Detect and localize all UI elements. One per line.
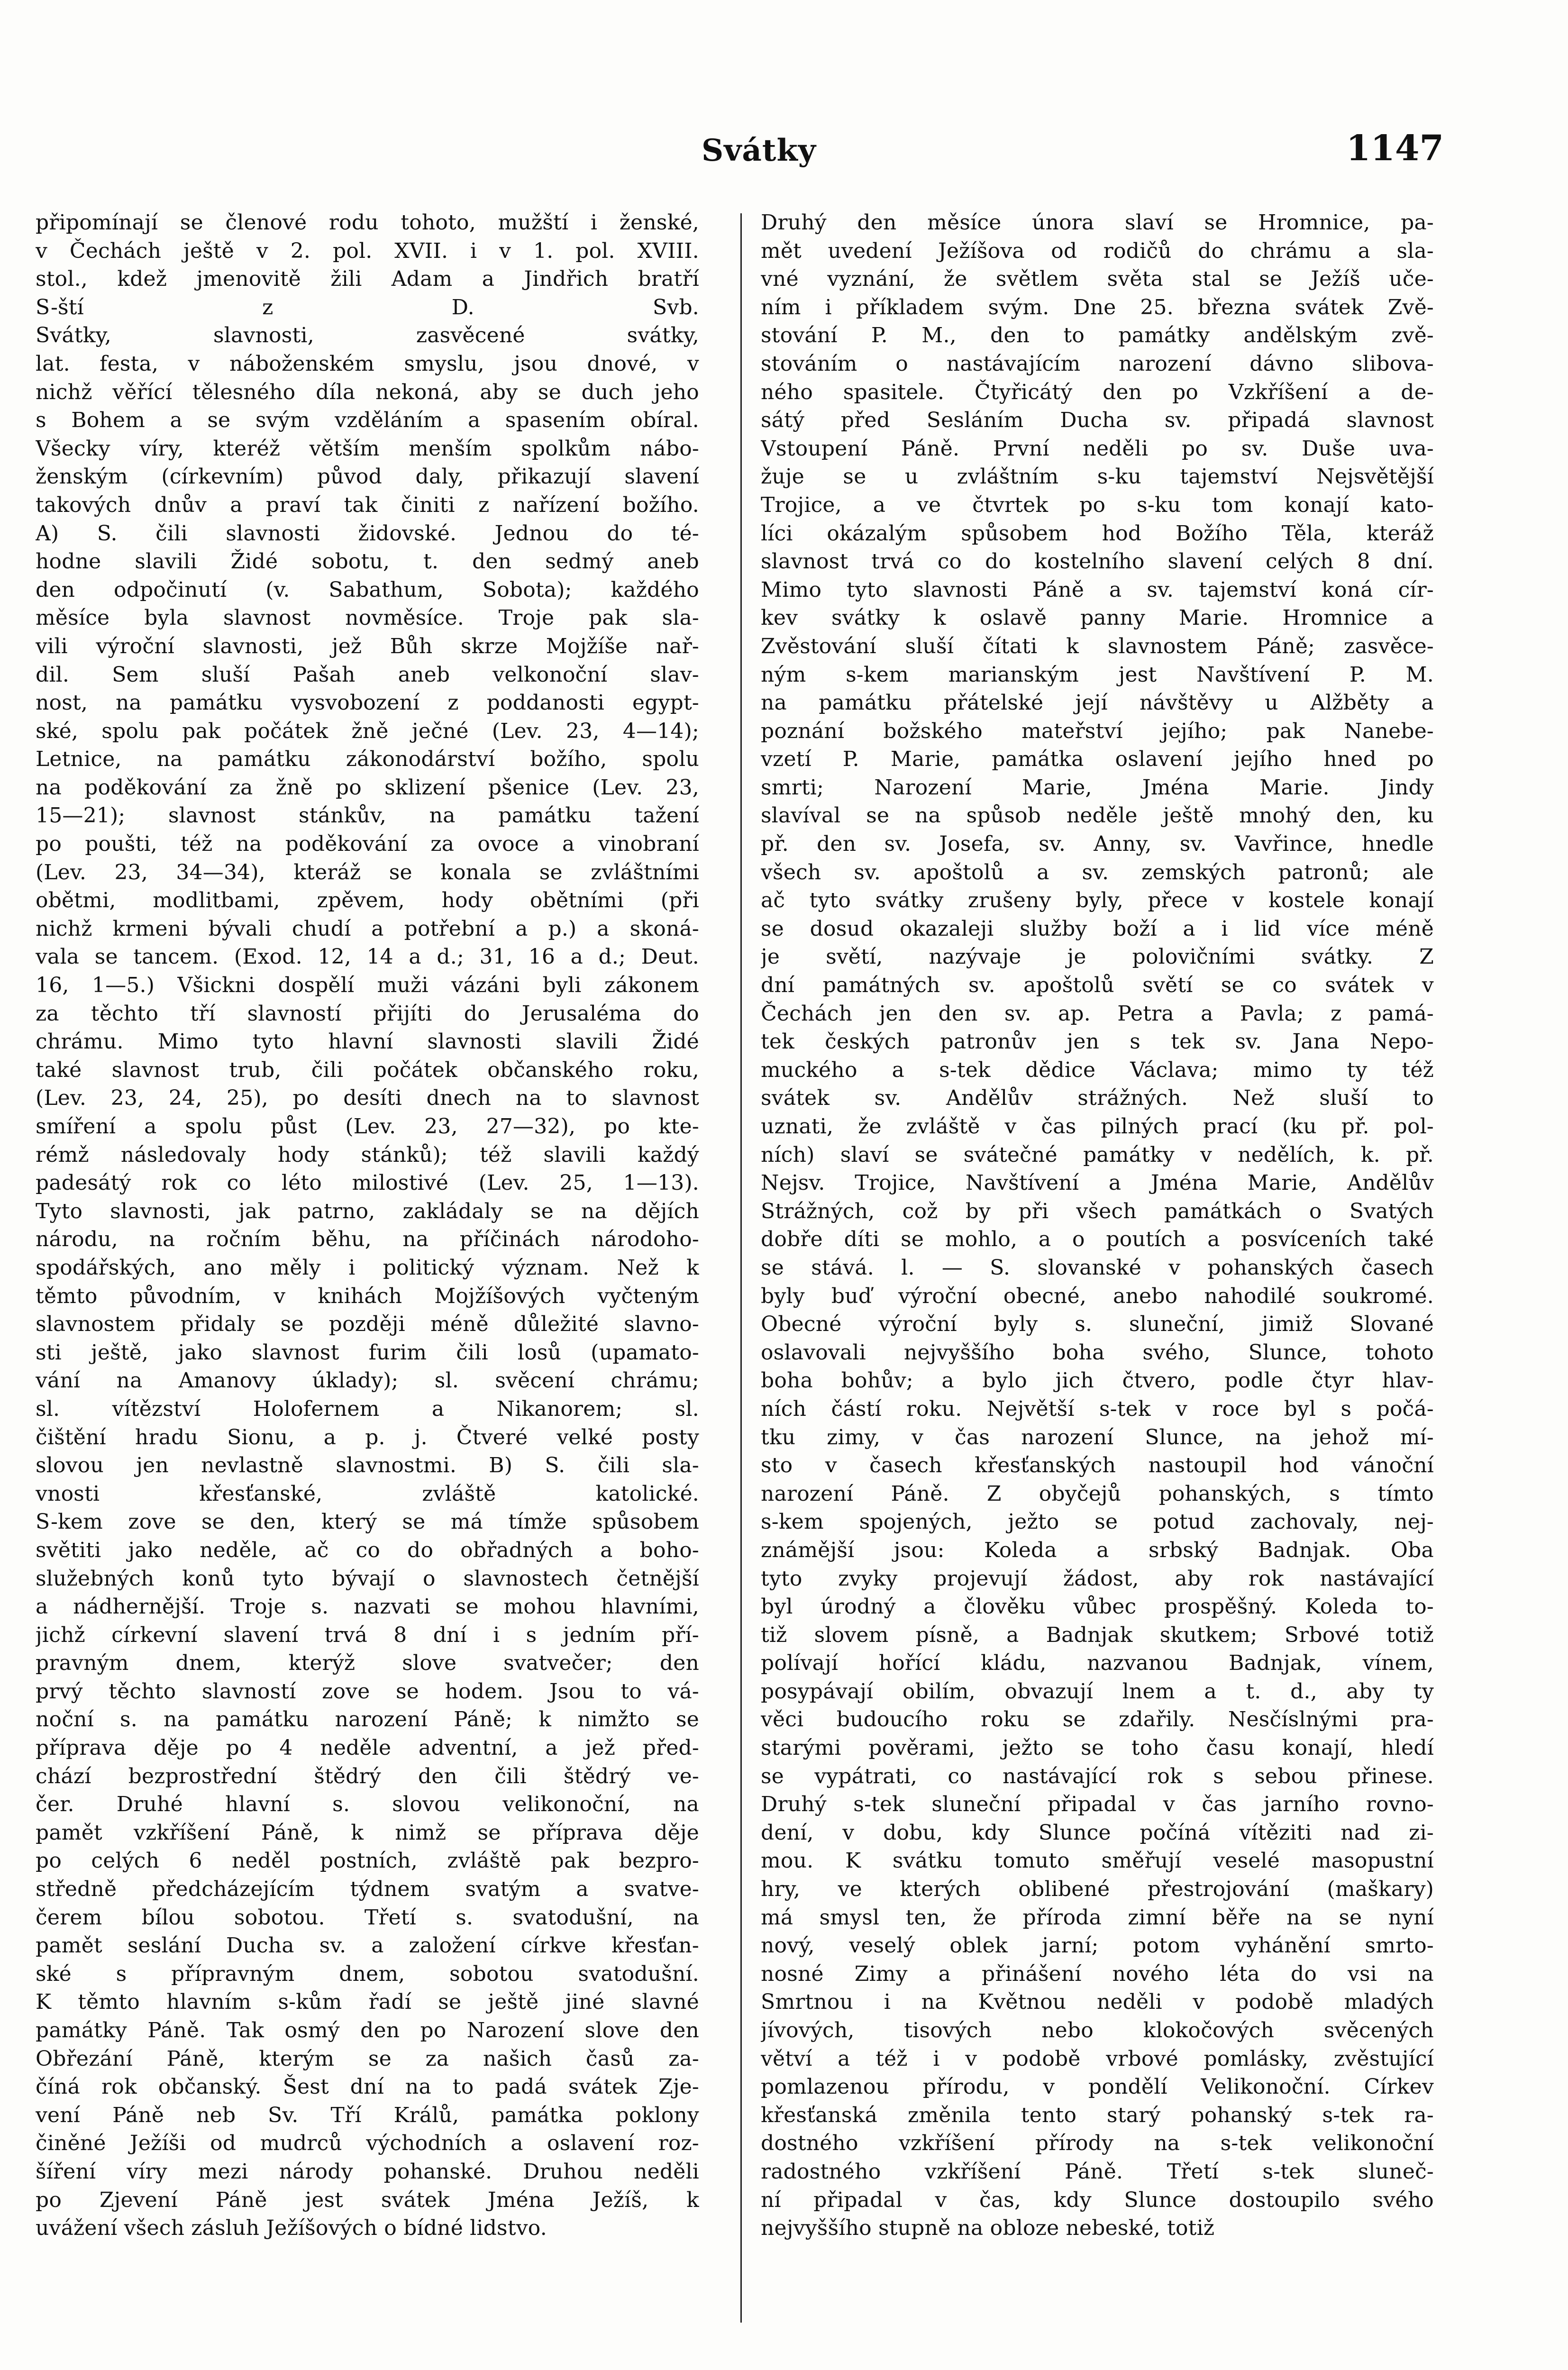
text-line: kev svátky k oslavě panny Marie. Hromnice a (761, 606, 1434, 630)
text-line: líci okázalým spůsobem hod Božího Těla, kteráž (761, 521, 1434, 546)
text-line: hry, ve kterých oblibené přestrojování (maškary) (761, 1877, 1434, 1902)
right-text-column (761, 209, 1434, 2342)
text-line: sátý před Sesláním Ducha sv. připadá slavnost (761, 408, 1434, 433)
text-line: vala se tancem. (Exod. 12, 14 a d.; 31, 16 a d.; Deut. (36, 945, 699, 969)
text-line: sto v časech křesťanských nastoupil hod vánoční (761, 1453, 1434, 1478)
text-line: slavíval se na spůsob neděle ještě mnohý den, ku (761, 803, 1434, 828)
text-line: Zvěstování sluší čítati k slavnostem Páně; zasvěce- (761, 634, 1434, 658)
text-line: ným s-kem marianským jest Navštívení P. M. (761, 662, 1434, 687)
page-number: 1147 (1346, 128, 1444, 169)
text-line: jívových, tisových nebo klokočových svěcených (761, 2018, 1434, 2042)
text-line: (Lev. 23, 34—34), kteráž se konala se zvláštními (36, 860, 699, 884)
text-line: nost, na památku vysvobození z poddanosti egypt- (36, 691, 699, 715)
text-line: pamět seslání Ducha sv. a založení církve křesťan- (36, 1933, 699, 1958)
text-line: radostného vzkříšení Páně. Třetí s-tek sluneč- (761, 2159, 1434, 2184)
text-line: ské, spolu pak počátek žně ječné (Lev. 23, 4—14); (36, 719, 699, 743)
text-line: věci budoucího roku se zdařily. Nesčíslnými pra- (761, 1707, 1434, 1732)
text-line: vné vyznání, že světlem světa stal se Ježíš uče- (761, 267, 1434, 292)
text-line: ních částí roku. Největší s-tek v roce byl s počá- (761, 1396, 1434, 1421)
text-line: ní připadal v čas, kdy Slunce dostoupilo svého (761, 2188, 1434, 2212)
text-line: dobře díti se mohlo, a o poutích a posvíceních také (761, 1227, 1434, 1252)
text-line: žuje se u zvláštním s-ku tajemství Nejsvětější (761, 465, 1434, 489)
text-line: mět uvedení Ježíšova od rodičů do chrámu a sla- (761, 238, 1434, 263)
text-line: 15—21); slavnost stánkův, na památku tažení (36, 803, 699, 828)
text-line: boha bohův; a bylo jich čtvero, podle čtyr hlav- (761, 1368, 1434, 1393)
text-line: vení Páně neb Sv. Tří Králů, památka poklony (36, 2103, 699, 2127)
text-line: ného spasitele. Čtyřicátý den po Vzkříšení a de- (761, 380, 1434, 404)
text-line: pomlazenou přírodu, v pondělí Velikonoční. Církev (761, 2075, 1434, 2099)
text-line: jichž církevní slavení trvá 8 dní i s jedním pří- (36, 1623, 699, 1647)
text-line: padesátý rok co léto milostivé (Lev. 25, 1—13). (36, 1171, 699, 1195)
text-line: vnosti křesťanské, zvláště katolické. (36, 1481, 699, 1506)
text-line: ním i příkladem svým. Dne 25. března svátek Zvě- (761, 295, 1434, 319)
text-line: byly buď výroční obecné, anebo nahodilé soukromé. (761, 1284, 1434, 1308)
text-line: polívají hořící kládu, nazvanou Badnjak, vínem, (761, 1651, 1434, 1676)
text-line: smrti; Narození Marie, Jména Marie. Jindy (761, 775, 1434, 800)
text-line: (Lev. 23, 24, 25), po desíti dnech na to slavnost (36, 1086, 699, 1111)
text-line: čištění hradu Sionu, a p. j. Čtveré velké posty (36, 1425, 699, 1449)
text-line: sti ještě, jako slavnost furim čili losů (upamato- (36, 1340, 699, 1365)
text-line: Strážných, což by při všech památkách o Svatých (761, 1199, 1434, 1223)
text-line: nosné Zimy a přinášení nového léta do vsi na (761, 1961, 1434, 1986)
text-line: Smrtnou i na Květnou neděli v podobě mladých (761, 1990, 1434, 2014)
text-line: Mimo tyto slavnosti Páně a sv. tajemství koná cír- (761, 577, 1434, 602)
text-line: vzetí P. Marie, památka oslavení jejího hned po (761, 747, 1434, 772)
text-line: slovou jen nevlastně slavnostmi. B) S. čili sla- (36, 1453, 699, 1478)
text-line: dní památných sv. apoštolů světí se co svátek v (761, 973, 1434, 998)
text-line: se stává. l. — S. slovanské v pohanských časech (761, 1255, 1434, 1280)
text-line: se vypátrati, co nastávající rok s sebou přinese. (761, 1764, 1434, 1788)
text-line: sl. vítězství Holofernem a Nikanorem; sl. (36, 1396, 699, 1421)
text-line: S-ští z D. Svb. (36, 295, 699, 319)
text-line: ač tyto svátky zrušeny byly, přece v kostele konají (761, 888, 1434, 913)
text-line: tku zimy, v čas narození Slunce, na jehož mí- (761, 1425, 1434, 1449)
text-line: vání na Amanovy úklady); sl. svěcení chrámu; (36, 1368, 699, 1393)
text-line: se dosud okazaleji služby boží a i lid více méně (761, 916, 1434, 941)
text-line: ženským (církevním) původ daly, přikazují slavení (36, 465, 699, 489)
text-line: větví a též i v podobě vrbové pomlásky, zvěstující (761, 2046, 1434, 2071)
text-line: Čechách jen den sv. ap. Petra a Pavla; z pamá- (761, 1001, 1434, 1026)
text-line: světiti jako neděle, ač co do obřadných a boho- (36, 1538, 699, 1562)
text-line: čerem bílou sobotou. Třetí s. svatodušní, na (36, 1905, 699, 1930)
text-line: poznání božského mateřství jejího; pak Nanebe- (761, 719, 1434, 743)
text-line: národu, na ročním běhu, na příčinách národoho- (36, 1227, 699, 1252)
text-line: je světí, nazývaje je polovičními svátky. Z (761, 945, 1434, 969)
text-line: byl úrodný a člověku vůbec prospěšný. Koleda to- (761, 1595, 1434, 1619)
text-line: a nádhernější. Troje s. nazvati se mohou hlavními, (36, 1595, 699, 1619)
text-line: spodářských, ano měly i politický význam. Než k (36, 1255, 699, 1280)
text-line: Trojice, a ve čtvrtek po s-ku tom konají kato- (761, 492, 1434, 517)
text-line: Obřezání Páně, kterým se za našich časů za- (36, 2046, 699, 2071)
text-line: Letnice, na památku zákonodárství božího, spolu (36, 747, 699, 772)
text-line: připomínají se členové rodu tohoto, mužští i ženské, (36, 210, 699, 235)
text-line: těmto původním, v knihách Mojžíšových vyčteným (36, 1284, 699, 1308)
text-line: stol., kdež jmenovitě žili Adam a Jindřich bratří (36, 267, 699, 292)
text-line: známější jsou: Koleda a srbský Badnjak. Oba (761, 1538, 1434, 1562)
text-line: šíření víry mezi národy pohanské. Druhou neděli (36, 2159, 699, 2184)
text-line: všech sv. apoštolů a sv. zemských patronů; ale (761, 860, 1434, 884)
text-line: příprava děje po 4 neděle adventní, a jež před- (36, 1736, 699, 1760)
text-line: svátek sv. Andělův strážných. Než sluší to (761, 1086, 1434, 1111)
text-line: Svátky, slavnosti, zasvěcené svátky, (36, 323, 699, 348)
text-line: služebných konů tyto bývají o slavnostech četnější (36, 1566, 699, 1591)
text-line: starými pověrami, ježto se toho času konají, hledí (761, 1736, 1434, 1760)
text-line: den odpočinutí (v. Sabathum, Sobota); každého (36, 577, 699, 602)
text-line: ské s přípravným dnem, sobotou svatodušní. (36, 1961, 699, 1986)
text-line: stování P. M., den to památky andělským zvě- (761, 323, 1434, 348)
column-divider (740, 213, 742, 2323)
text-line: v Čechách ještě v 2. pol. XVII. i v 1. pol. XVIII. (36, 238, 699, 263)
text-line: nejvyššího stupně na obloze nebeské, totiž (761, 2216, 1215, 2241)
text-line: lat. festa, v náboženském smyslu, jsou dnové, v (36, 351, 699, 376)
text-line: s Bohem a se svým vzděláním a spasením obíral. (36, 408, 699, 433)
text-line: středně předcházejícím týdnem svatým a svatve- (36, 1877, 699, 1902)
text-line: Vstoupení Páně. První neděli po sv. Duše uva- (761, 436, 1434, 461)
text-line: Obecné výroční byly s. sluneční, jimiž Slované (761, 1312, 1434, 1337)
text-line: mou. K svátku tomuto směřují veselé masopustní (761, 1849, 1434, 1873)
text-line: po poušti, též na poděkování za ovoce a vinobraní (36, 832, 699, 857)
text-line: dil. Sem sluší Pašah aneb velkonoční slav- (36, 662, 699, 687)
text-line: měsíce byla slavnost novměsíce. Troje pak sla- (36, 606, 699, 630)
running-head-title: Svátky (702, 133, 816, 168)
text-line: na památku přátelské její návštěvy u Alžběty a (761, 691, 1434, 715)
text-line: na poděkování za žně po sklizení pšenice (Lev. 23, (36, 775, 699, 800)
text-line: stováním o nastávajícím narození dávno slibova- (761, 351, 1434, 376)
text-line: pravným dnem, kterýž slove svatvečer; den (36, 1651, 699, 1676)
text-line: hodne slavili Židé sobotu, t. den sedmý aneb (36, 549, 699, 574)
text-line: čer. Druhé hlavní s. slovou velikonoční, na (36, 1792, 699, 1817)
text-line: nichž krmeni bývali chudí a potřební a p.) a skoná- (36, 916, 699, 941)
text-line: chází bezprostřední štědrý den čili štědrý ve- (36, 1764, 699, 1788)
text-line: Všecky víry, kteréž větším menším spolkům nábo- (36, 436, 699, 461)
text-line: S-kem zove se den, který se má tímže spůsobem (36, 1510, 699, 1534)
text-line: rémž následovaly hody stánků); též slavili každý (36, 1142, 699, 1167)
text-line: památky Páně. Tak osmý den po Narození slove den (36, 2018, 699, 2042)
text-line: 16, 1—5.) Všickni dospělí muži vázáni byli zákonem (36, 973, 699, 998)
text-line: tek českých patronův jen s tek sv. Jana Nepo- (761, 1030, 1434, 1054)
text-line: za těchto tří slavností přijíti do Jerusaléma do (36, 1001, 699, 1026)
text-line: číná rok občanský. Šest dní na to padá svátek Zje- (36, 2075, 699, 2099)
text-line: př. den sv. Josefa, sv. Anny, sv. Vavřince, hnedle (761, 832, 1434, 857)
text-line: uvážení všech zásluh Ježíšových o bídné lidstvo. (36, 2216, 547, 2241)
text-line: pamět vzkříšení Páně, k nimž se příprava děje (36, 1820, 699, 1845)
text-line: také slavnost trub, čili počátek občanského roku, (36, 1057, 699, 1082)
text-line: uznati, že zvláště v čas pilných prací (ku př. pol- (761, 1114, 1434, 1139)
text-line: činěné Ježíši od mudrců východních a oslavení roz- (36, 2131, 699, 2156)
text-line: oslavovali nejvyššího boha svého, Slunce, tohoto (761, 1340, 1434, 1365)
text-line: K těmto hlavním s-kům řadí se ještě jiné slavné (36, 1990, 699, 2014)
text-line: noční s. na památku narození Páně; k nimžto se (36, 1707, 699, 1732)
text-line: po celých 6 neděl postních, zvláště pak bezpro- (36, 1849, 699, 1873)
text-line: nový, veselý oblek jarní; potom vyhánění smrto- (761, 1933, 1434, 1958)
text-line: posypávají obilím, obvazují lnem a t. d., aby ty (761, 1679, 1434, 1704)
text-line: obětmi, modlitbami, zpěvem, hody obětními (při (36, 888, 699, 913)
text-line: vili výroční slavnosti, jež Bůh skrze Mojžíše nař- (36, 634, 699, 658)
text-line: tiž slovem písně, a Badnjak skutkem; Srbové totiž (761, 1623, 1434, 1647)
text-line: prvý těchto slavností zove se hodem. Jsou to vá- (36, 1679, 699, 1704)
text-line: křesťanská změnila tento starý pohanský s-tek ra- (761, 2103, 1434, 2127)
text-line: Druhý s-tek sluneční připadal v čas jarního rovno- (761, 1792, 1434, 1817)
text-line: Nejsv. Trojice, Navštívení a Jména Marie, Andělův (761, 1171, 1434, 1195)
text-line: A) S. čili slavnosti židovské. Jednou do té- (36, 521, 699, 546)
text-line: dení, v dobu, kdy Slunce počíná vítěziti nad zi- (761, 1820, 1434, 1845)
text-line: narození Páně. Z obyčejů pohanských, s tímto (761, 1481, 1434, 1506)
text-line: muckého a s-tek dědice Václava; mimo ty též (761, 1057, 1434, 1082)
text-line: Tyto slavnosti, jak patrno, zakládaly se na dějích (36, 1199, 699, 1223)
running-head (0, 128, 1568, 180)
text-line: dostného vzkříšení přírody na s-tek velikonoční (761, 2131, 1434, 2156)
text-line: Druhý den měsíce února slaví se Hromnice, pa- (761, 210, 1434, 235)
left-text-column (36, 209, 699, 2342)
text-line: ních) slaví se svátečné památky v nedělích, k. př. (761, 1142, 1434, 1167)
text-line: takových dnův a praví tak činiti z nařízení božího. (36, 492, 699, 517)
text-line: má smysl ten, že příroda zimní běře na se nyní (761, 1905, 1434, 1930)
text-line: s-kem spojených, ježto se potud zachovaly, nej- (761, 1510, 1434, 1534)
text-line: nichž věřící tělesného díla nekoná, aby se duch jeho (36, 380, 699, 404)
text-line: slavnostem přidaly se později méně důležité slavno- (36, 1312, 699, 1337)
text-line: smíření a spolu půst (Lev. 23, 27—32), po kte- (36, 1114, 699, 1139)
text-line: tyto zvyky projevují žádost, aby rok nastávající (761, 1566, 1434, 1591)
text-line: slavnost trvá co do kostelního slavení celých 8 dní. (761, 549, 1434, 574)
text-line: po Zjevení Páně jest svátek Jména Ježíš, k (36, 2188, 699, 2212)
text-line: chrámu. Mimo tyto hlavní slavnosti slavili Židé (36, 1030, 699, 1054)
